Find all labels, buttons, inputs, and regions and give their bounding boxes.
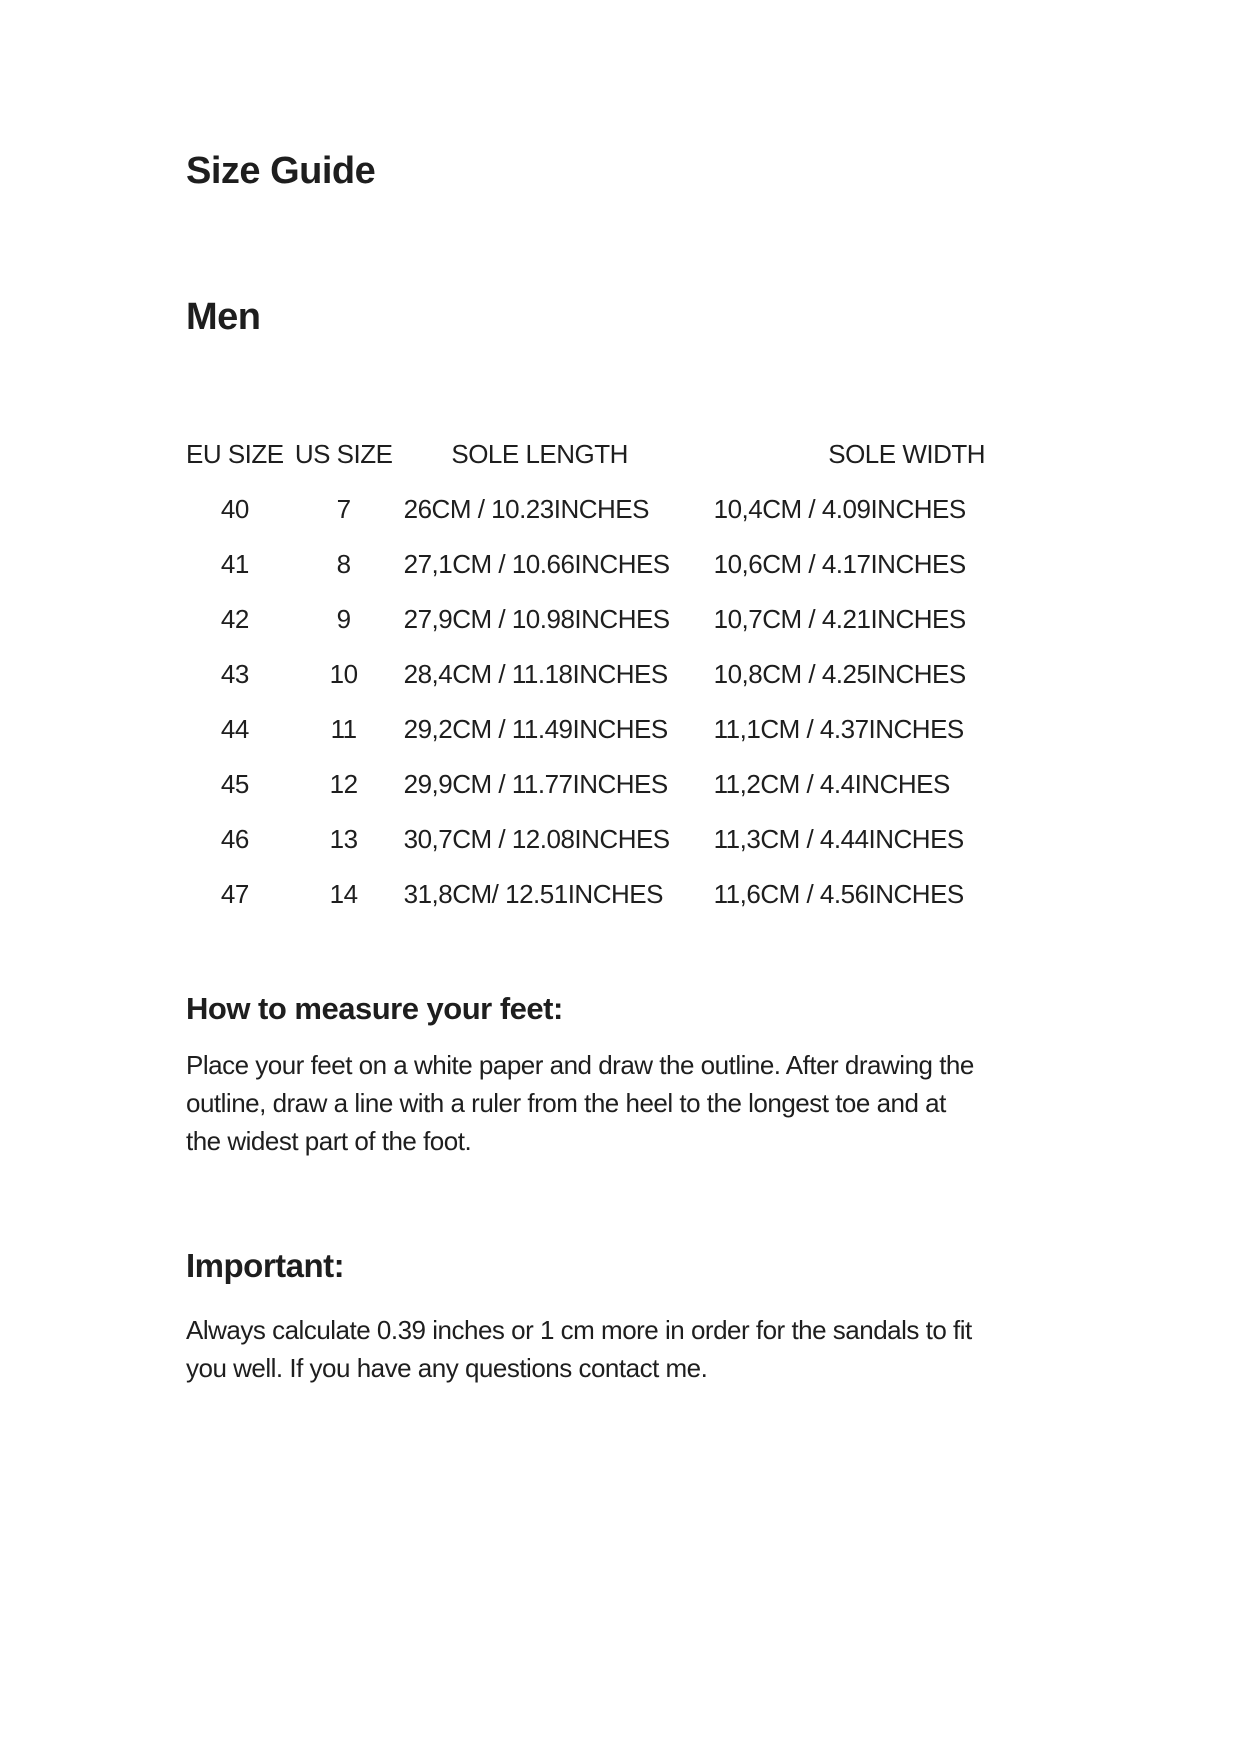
measure-line: the widest part of the foot. xyxy=(186,1126,472,1156)
cell-us-size: 8 xyxy=(336,549,351,579)
cell-sole-length: 27,9CM / 10.98INCHES xyxy=(403,604,670,634)
measure-line: outline, draw a line with a ruler from the heel to the longest toe and at xyxy=(186,1088,946,1118)
size-table xyxy=(186,427,1044,922)
header-sole-width: SOLE WIDTH xyxy=(828,439,986,469)
heading-important: Important: xyxy=(186,1247,345,1284)
important-line: Always calculate 0.39 inches or 1 cm more in order for the sandals to fit xyxy=(186,1315,972,1345)
cell-sole-width: 11,3CM / 4.44INCHES xyxy=(713,824,964,854)
cell-sole-width: 10,8CM / 4.25INCHES xyxy=(713,659,966,689)
table-row xyxy=(186,867,1044,922)
cell-sole-length: 27,1CM / 10.66INCHES xyxy=(403,549,670,579)
page-title: Size Guide xyxy=(186,150,376,192)
header-us-size: US SIZE xyxy=(294,439,393,469)
cell-us-size: 7 xyxy=(336,494,351,524)
section-title-men: Men xyxy=(186,296,261,338)
important-line: you well. If you have any questions contact me. xyxy=(186,1353,708,1383)
cell-eu-size: 43 xyxy=(220,659,249,689)
cell-sole-length: 29,2CM / 11.49INCHES xyxy=(403,714,668,744)
header-sole-length: SOLE LENGTH xyxy=(451,439,628,469)
table-row xyxy=(186,702,1044,757)
heading-how-to-measure: How to measure your feet: xyxy=(186,991,563,1026)
table-row xyxy=(186,592,1044,647)
cell-sole-width: 10,4CM / 4.09INCHES xyxy=(713,494,966,524)
cell-eu-size: 45 xyxy=(220,769,249,799)
table-row xyxy=(186,482,1044,537)
cell-sole-width: 11,2CM / 4.4INCHES xyxy=(713,769,950,799)
cell-us-size: 11 xyxy=(330,714,357,744)
cell-sole-length: 29,9CM / 11.77INCHES xyxy=(403,769,668,799)
table-row xyxy=(186,757,1044,812)
cell-us-size: 10 xyxy=(329,659,358,689)
cell-sole-width: 10,7CM / 4.21INCHES xyxy=(713,604,966,634)
cell-eu-size: 42 xyxy=(220,604,249,634)
cell-sole-length: 31,8CM/ 12.51INCHES xyxy=(403,879,663,909)
cell-sole-length: 30,7CM / 12.08INCHES xyxy=(403,824,670,854)
table-row xyxy=(186,537,1044,592)
paragraph-measure-instructions xyxy=(186,1046,1171,1160)
cell-us-size: 12 xyxy=(329,769,358,799)
cell-sole-length: 28,4CM / 11.18INCHES xyxy=(403,659,668,689)
cell-us-size: 9 xyxy=(336,604,351,634)
cell-sole-length: 26CM / 10.23INCHES xyxy=(403,494,649,524)
cell-sole-width: 11,1CM / 4.37INCHES xyxy=(713,714,964,744)
header-eu-size: EU SIZE xyxy=(186,439,284,469)
cell-eu-size: 44 xyxy=(220,714,249,744)
cell-sole-width: 10,6CM / 4.17INCHES xyxy=(713,549,966,579)
table-row xyxy=(186,647,1044,702)
measure-line: Place your feet on a white paper and draw the outline. After drawing the xyxy=(186,1050,974,1080)
table-row xyxy=(186,812,1044,867)
cell-eu-size: 40 xyxy=(220,494,249,524)
cell-eu-size: 46 xyxy=(220,824,249,854)
table-header-row xyxy=(186,427,1044,482)
paragraph-important-note xyxy=(186,1311,1171,1387)
cell-eu-size: 47 xyxy=(220,879,249,909)
cell-us-size: 14 xyxy=(329,879,358,909)
cell-sole-width: 11,6CM / 4.56INCHES xyxy=(713,879,964,909)
cell-eu-size: 41 xyxy=(220,549,249,579)
cell-us-size: 13 xyxy=(329,824,358,854)
